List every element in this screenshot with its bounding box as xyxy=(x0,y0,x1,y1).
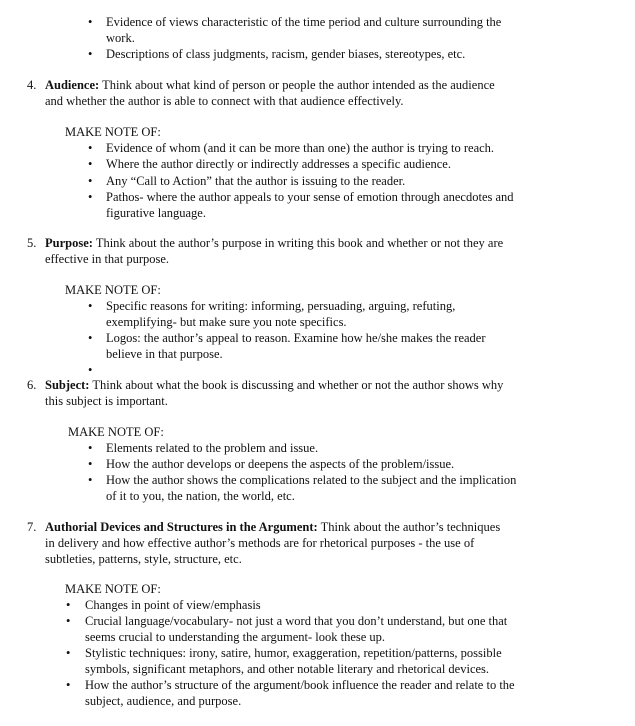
list-item-line: How the author’s structure of the argument/book influence the reader and relate to the xyxy=(85,678,515,692)
list-item-line: Stylistic techniques: irony, satire, humor, exaggeration, repetition/patterns, possible xyxy=(85,646,502,660)
list-item-line: subject, audience, and purpose. xyxy=(85,694,242,708)
list-item-line: How the author shows the complications related to the subject and the implication xyxy=(106,473,517,487)
list-item-line: of it to you, the nation, the world, etc. xyxy=(106,489,295,503)
section-text: in delivery and how effective author’s methods are for rhetorical purposes - the use of xyxy=(45,536,475,550)
bullet-icon: • xyxy=(88,441,93,455)
list-item-line: Logos: the author’s appeal to reason. Examine how he/she makes the reader xyxy=(106,331,486,345)
bullet-icon: • xyxy=(88,174,93,188)
bullet-icon: • xyxy=(66,646,71,660)
section-number: 5. xyxy=(27,236,37,250)
bullet-icon: • xyxy=(88,157,93,171)
list-item-line: Any “Call to Action” that the author is issuing to the reader. xyxy=(106,174,406,188)
section-text: Think about what kind of person or people the author intended as the audience xyxy=(102,78,495,92)
list-item-line: Where the author directly or indirectly addresses a specific audience. xyxy=(106,157,451,171)
section-text: effective in that purpose. xyxy=(45,252,170,266)
section-number: 7. xyxy=(27,520,37,534)
section-heading: Purpose: xyxy=(45,236,93,250)
section-heading: Subject: xyxy=(45,378,90,392)
section-heading: Audience: xyxy=(45,78,100,92)
bullet-icon: • xyxy=(88,457,93,471)
list-item-line: Specific reasons for writing: informing, persuading, arguing, refuting, xyxy=(106,299,456,313)
list-item-line: seems crucial to understanding the argument- look these up. xyxy=(85,630,386,644)
bullet-icon: • xyxy=(88,190,93,204)
make-note-label: MAKE NOTE OF: xyxy=(65,283,161,297)
bullet-icon: • xyxy=(88,331,93,345)
make-note-label: MAKE NOTE OF: xyxy=(65,125,161,139)
section-text: this subject is important. xyxy=(45,394,168,408)
section-text: Think about what the book is discussing and whether or not the author shows why xyxy=(92,378,504,392)
list-item-line: work. xyxy=(106,31,135,45)
list-item-line: Elements related to the problem and issue. xyxy=(106,441,319,455)
list-item-line: believe in that purpose. xyxy=(106,347,223,361)
list-item-line: Evidence of views characteristic of the time period and culture surrounding the xyxy=(106,15,502,29)
list-item-line: exemplifying- but make sure you note specifics. xyxy=(106,315,347,329)
list-item-line: figurative language. xyxy=(106,206,206,220)
bullet-icon: • xyxy=(88,47,93,61)
list-item-line: Evidence of whom (and it can be more than one) the author is trying to reach. xyxy=(106,141,495,155)
make-note-label: MAKE NOTE OF: xyxy=(68,425,164,439)
list-item-line: How the author develops or deepens the aspects of the problem/issue. xyxy=(106,457,455,471)
bullet-icon: • xyxy=(88,363,93,377)
list-item-line: Changes in point of view/emphasis xyxy=(85,598,261,612)
bullet-icon: • xyxy=(66,598,71,612)
section-text: and whether the author is able to connect with that audience effectively. xyxy=(45,94,404,108)
list-item-line: Descriptions of class judgments, racism, gender biases, stereotypes, etc. xyxy=(106,47,466,61)
bullet-icon: • xyxy=(88,15,93,29)
bullet-icon: • xyxy=(88,141,93,155)
section-text: Think about the author’s techniques xyxy=(320,520,501,534)
list-item-line: Pathos- where the author appeals to your sense of emotion through anecdotes and xyxy=(106,190,514,204)
bullet-icon: • xyxy=(66,614,71,628)
bullet-icon: • xyxy=(88,299,93,313)
list-item-line: symbols, significant metaphors, and other notable literary and rhetorical devices. xyxy=(85,662,490,676)
bullet-icon: • xyxy=(88,473,93,487)
section-text: subtleties, patterns, style, structure, etc. xyxy=(45,552,242,566)
section-heading: Authorial Devices and Structures in the Argument: xyxy=(45,520,318,534)
section-text: Think about the author’s purpose in writing this book and whether or not they are xyxy=(95,236,504,250)
make-note-label: MAKE NOTE OF: xyxy=(65,582,161,596)
section-number: 6. xyxy=(27,378,37,392)
section-number: 4. xyxy=(27,78,37,92)
bullet-icon: • xyxy=(66,678,71,692)
list-item-line: Crucial language/vocabulary- not just a word that you don’t understand, but one that xyxy=(85,614,508,628)
